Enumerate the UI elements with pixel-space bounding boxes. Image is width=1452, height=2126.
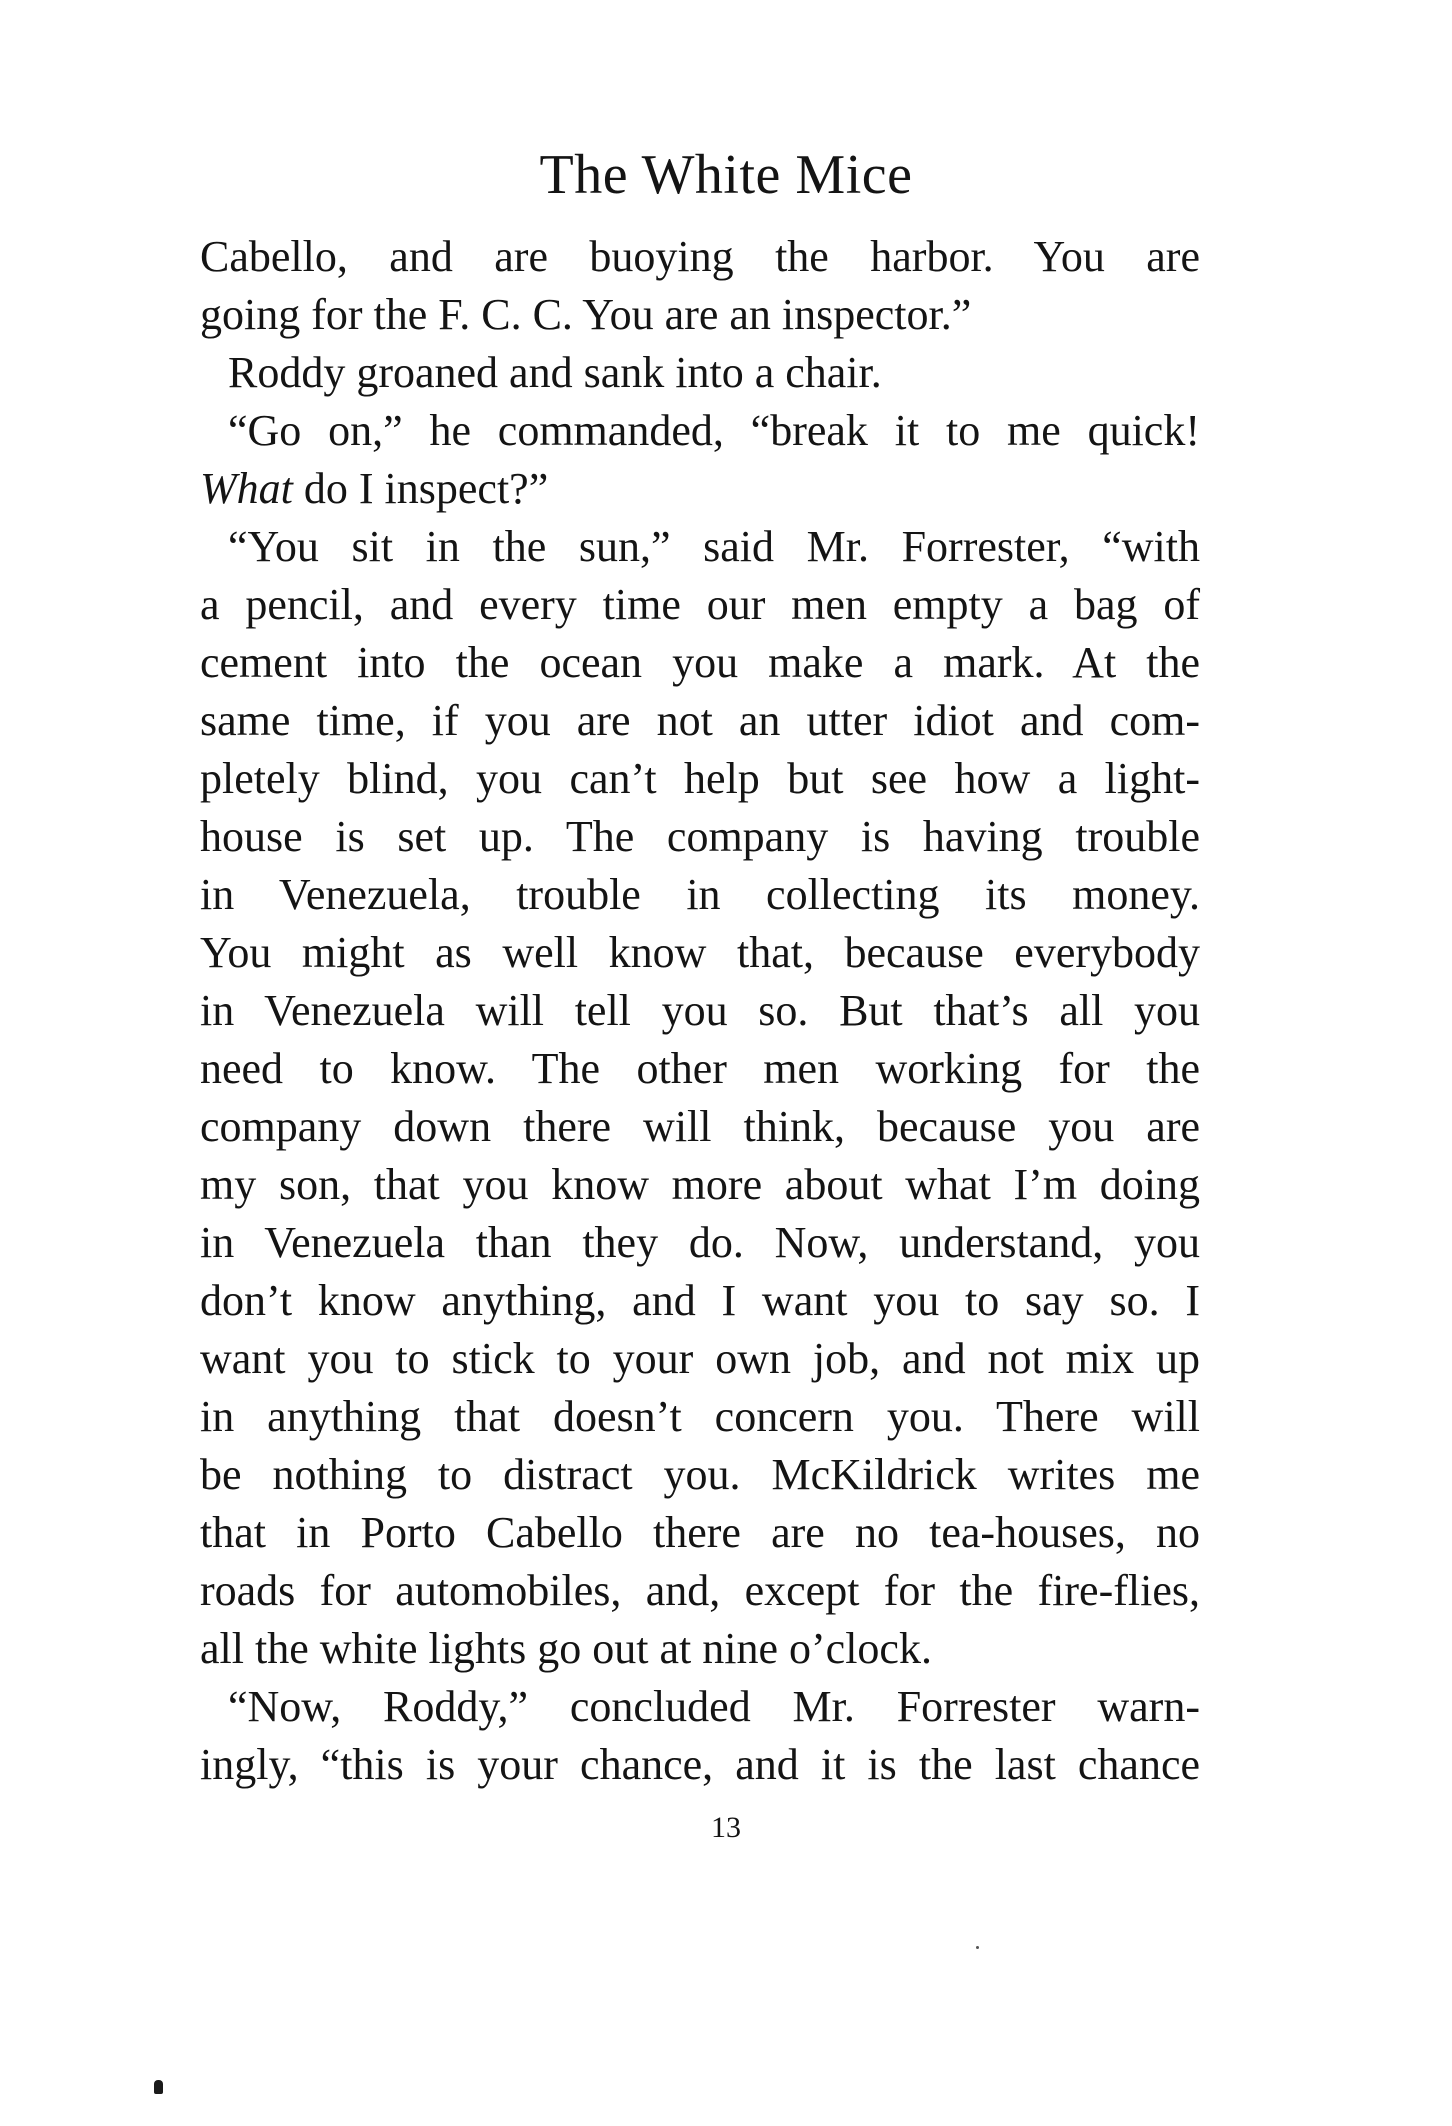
text-line-rest: do I inspect?”: [292, 464, 549, 513]
text-line: You might as well know that, because everybody: [200, 928, 1200, 977]
text-line: ingly, “this is your chance, and it is the last chance: [200, 1740, 1200, 1789]
running-title: The White Mice: [539, 144, 913, 206]
body-text: [200, 228, 1200, 1794]
text-line: going for the F. C. C. You are an inspector.”: [200, 290, 972, 339]
text-line: same time, if you are not an utter idiot and com-: [200, 696, 1200, 745]
text-line: cement into the ocean you make a mark. At the: [200, 638, 1200, 687]
text-line: “You sit in the sun,” said Mr. Forrester, “with: [228, 522, 1200, 571]
text-line: roads for automobiles, and, except for the fire-flies,: [200, 1566, 1200, 1615]
text-line: pletely blind, you can’t help but see how a light-: [200, 754, 1200, 803]
text-line: my son, that you know more about what I’m doing: [200, 1160, 1200, 1209]
text-line: a pencil, and every time our men empty a bag of: [200, 580, 1200, 629]
text-line: don’t know anything, and I want you to say so. I: [200, 1276, 1200, 1325]
text-line: house is set up. The company is having trouble: [200, 812, 1200, 861]
ink-speck: [976, 1946, 979, 1949]
text-line: Roddy groaned and sank into a chair.: [228, 348, 882, 397]
text-line: in Venezuela will tell you so. But that’s all you: [200, 986, 1200, 1035]
text-line: “Now, Roddy,” concluded Mr. Forrester warn-: [228, 1682, 1200, 1731]
text-line: [200, 460, 1200, 518]
text-line: all the white lights go out at nine o’clock.: [200, 1624, 932, 1673]
emphasis-word: What: [200, 464, 293, 513]
text-line: be nothing to distract you. McKildrick writes me: [200, 1450, 1200, 1499]
ink-mark: [154, 2080, 163, 2094]
text-line: in Venezuela, trouble in collecting its money.: [200, 870, 1200, 919]
page-number: 13: [711, 1811, 741, 1844]
text-line: company down there will think, because you are: [200, 1102, 1200, 1151]
text-line: in anything that doesn’t concern you. There will: [200, 1392, 1200, 1441]
text-line: that in Porto Cabello there are no tea-houses, no: [200, 1508, 1200, 1557]
text-line: want you to stick to your own job, and not mix up: [200, 1334, 1200, 1383]
text-line: in Venezuela than they do. Now, understand, you: [200, 1218, 1200, 1267]
text-line: need to know. The other men working for the: [200, 1044, 1200, 1093]
text-line: “Go on,” he commanded, “break it to me quick!: [228, 406, 1200, 455]
text-line: Cabello, and are buoying the harbor. You are: [200, 232, 1200, 281]
